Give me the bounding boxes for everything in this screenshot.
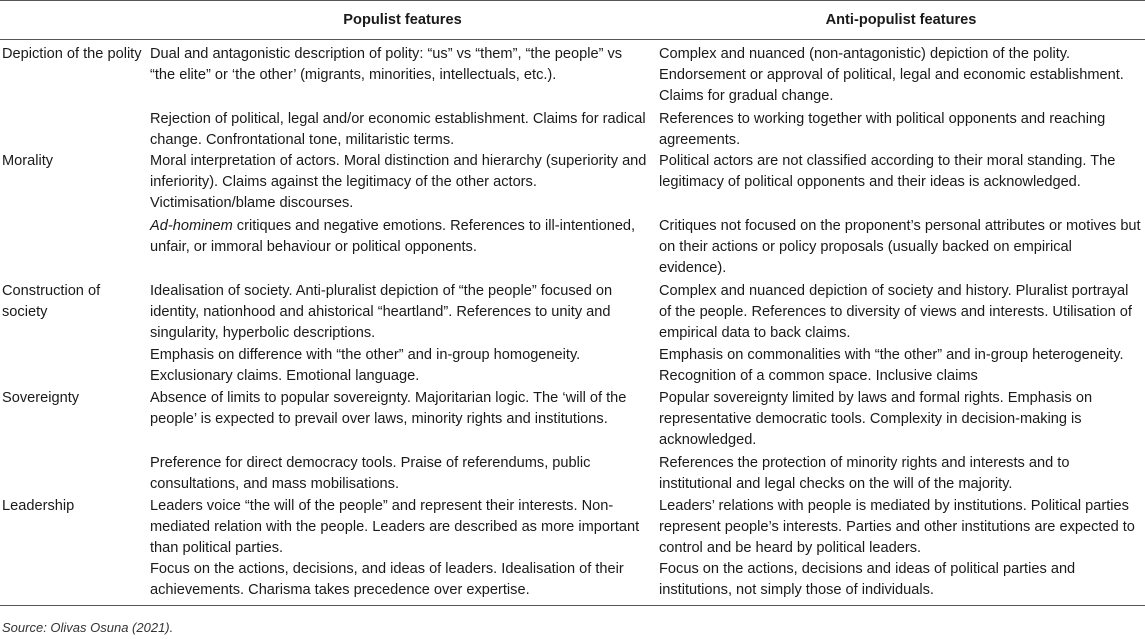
table-row: [0, 216, 1145, 281]
row-anti-populist-feature: References to working together with political opponents and reaching agreements.: [659, 111, 1106, 148]
row-anti-populist-feature: Focus on the actions, decisions and ideas of political parties and institutions, not simply those of individuals.: [657, 559, 1145, 605]
row-populist-feature: [148, 216, 657, 281]
row-populist-feature: Moral interpretation of actors. Moral distinction and hierarchy (superiority and inferiority). Claims against the legitimacy of the other actors. Victimisation/blame discourses.: [150, 153, 647, 211]
row-category: [0, 345, 148, 388]
table-row: [0, 453, 1145, 496]
table-row: [0, 151, 1145, 216]
row-populist-feature: Rejection of political, legal and/or economic establishment. Claims for radical change. Confrontational tone, militaristic terms.: [150, 111, 646, 148]
row-anti-populist-feature: Leaders’ relations with people is mediated by institutions. Political parties represent people’s interests. Parties and other institutions are expected to control and be heard by political leaders.: [659, 498, 1135, 556]
ad-hominem-term: Ad-hominem: [150, 218, 233, 234]
row-category: Leadership: [2, 498, 75, 514]
row-category: [0, 453, 148, 496]
header-category: [0, 1, 148, 40]
table-row: [0, 281, 1145, 345]
header-anti-populist: Anti-populist features: [657, 1, 1145, 40]
row-populist-feature: Emphasis on difference with “the other” and in-group homogeneity. Exclusionary claims. Emotional language.: [150, 347, 581, 384]
table-row: [0, 107, 1145, 151]
row-populist-feature-text: critiques and negative emotions. References to ill-intentioned, unfair, or immoral behaviour or political opponents.: [150, 218, 636, 255]
row-populist-feature: Leaders voice “the will of the people” and represent their interests. Non-mediated relation with the people. Leaders are described as more important than political parties.: [150, 498, 640, 556]
row-category: [0, 216, 148, 281]
table-row: [0, 345, 1145, 388]
row-category: [0, 559, 148, 605]
row-anti-populist-feature: Complex and nuanced depiction of society and history. Pluralist portrayal of the people. References to diversity of views and interests. Utilisation of empirical data to back claims.: [659, 283, 1132, 341]
header-populist: Populist features: [148, 1, 657, 40]
row-populist-feature: Absence of limits to popular sovereignty. Majoritarian logic. The ‘will of the people’ is expected to prevail over laws, minority rights and institutions.: [150, 390, 627, 427]
row-populist-feature: Preference for direct democracy tools. Praise of referendums, public consultations, and mass mobilisations.: [150, 455, 591, 492]
table-header: [0, 1, 1145, 40]
row-anti-populist-feature: Complex and nuanced (non-antagonistic) depiction of the polity. Endorsement or approval of political, legal and economic establishment. Claims for gradual change.: [659, 46, 1124, 104]
row-anti-populist-feature: Emphasis on commonalities with “the other” and in-group heterogeneity. Recognition of a common space. Inclusive claims: [659, 347, 1124, 384]
row-populist-feature: Focus on the actions, decisions, and ideas of leaders. Idealisation of their achievements. Charisma takes precedence over expertise.: [148, 559, 657, 605]
table-row: [0, 496, 1145, 559]
row-category: Construction of society: [2, 283, 101, 320]
table-body: [0, 40, 1145, 606]
row-category: Sovereignty: [2, 390, 80, 406]
source-note: Source: Olivas Osuna (2021).: [2, 620, 174, 635]
row-populist-feature: Dual and antagonistic description of polity: “us” vs “them”, “the people” vs “the elite” or ‘the other’ (migrants, minorities, intellectuals, etc.).: [150, 46, 623, 83]
row-category: [0, 107, 148, 151]
row-category: Morality: [2, 153, 54, 169]
table-row: [0, 559, 1145, 605]
row-anti-populist-feature: Political actors are not classified according to their moral standing. The legitimacy of political opponents and their ideas is acknowledged.: [659, 153, 1116, 190]
header-row: [0, 1, 1145, 40]
row-anti-populist-feature: References the protection of minority rights and interests and to institutional and legal checks on the will of the majority.: [659, 455, 1070, 492]
row-populist-feature: Idealisation of society. Anti-pluralist depiction of “the people” focused on identity, nationhood and ahistorical “heartland”. References to unity and singularity, hyperbolic descriptions.: [150, 283, 613, 341]
row-anti-populist-feature: Critiques not focused on the proponent’s personal attributes or motives but on their actions or policy proposals (usually backed on empirical evidence).: [659, 218, 1141, 276]
table-row: [0, 40, 1145, 108]
row-anti-populist-feature: Popular sovereignty limited by laws and formal rights. Emphasis on representative democratic tools. Complexity in decision-making is acknowledged.: [659, 390, 1093, 448]
row-category: Depiction of the polity: [2, 46, 142, 62]
table-row: [0, 388, 1145, 453]
